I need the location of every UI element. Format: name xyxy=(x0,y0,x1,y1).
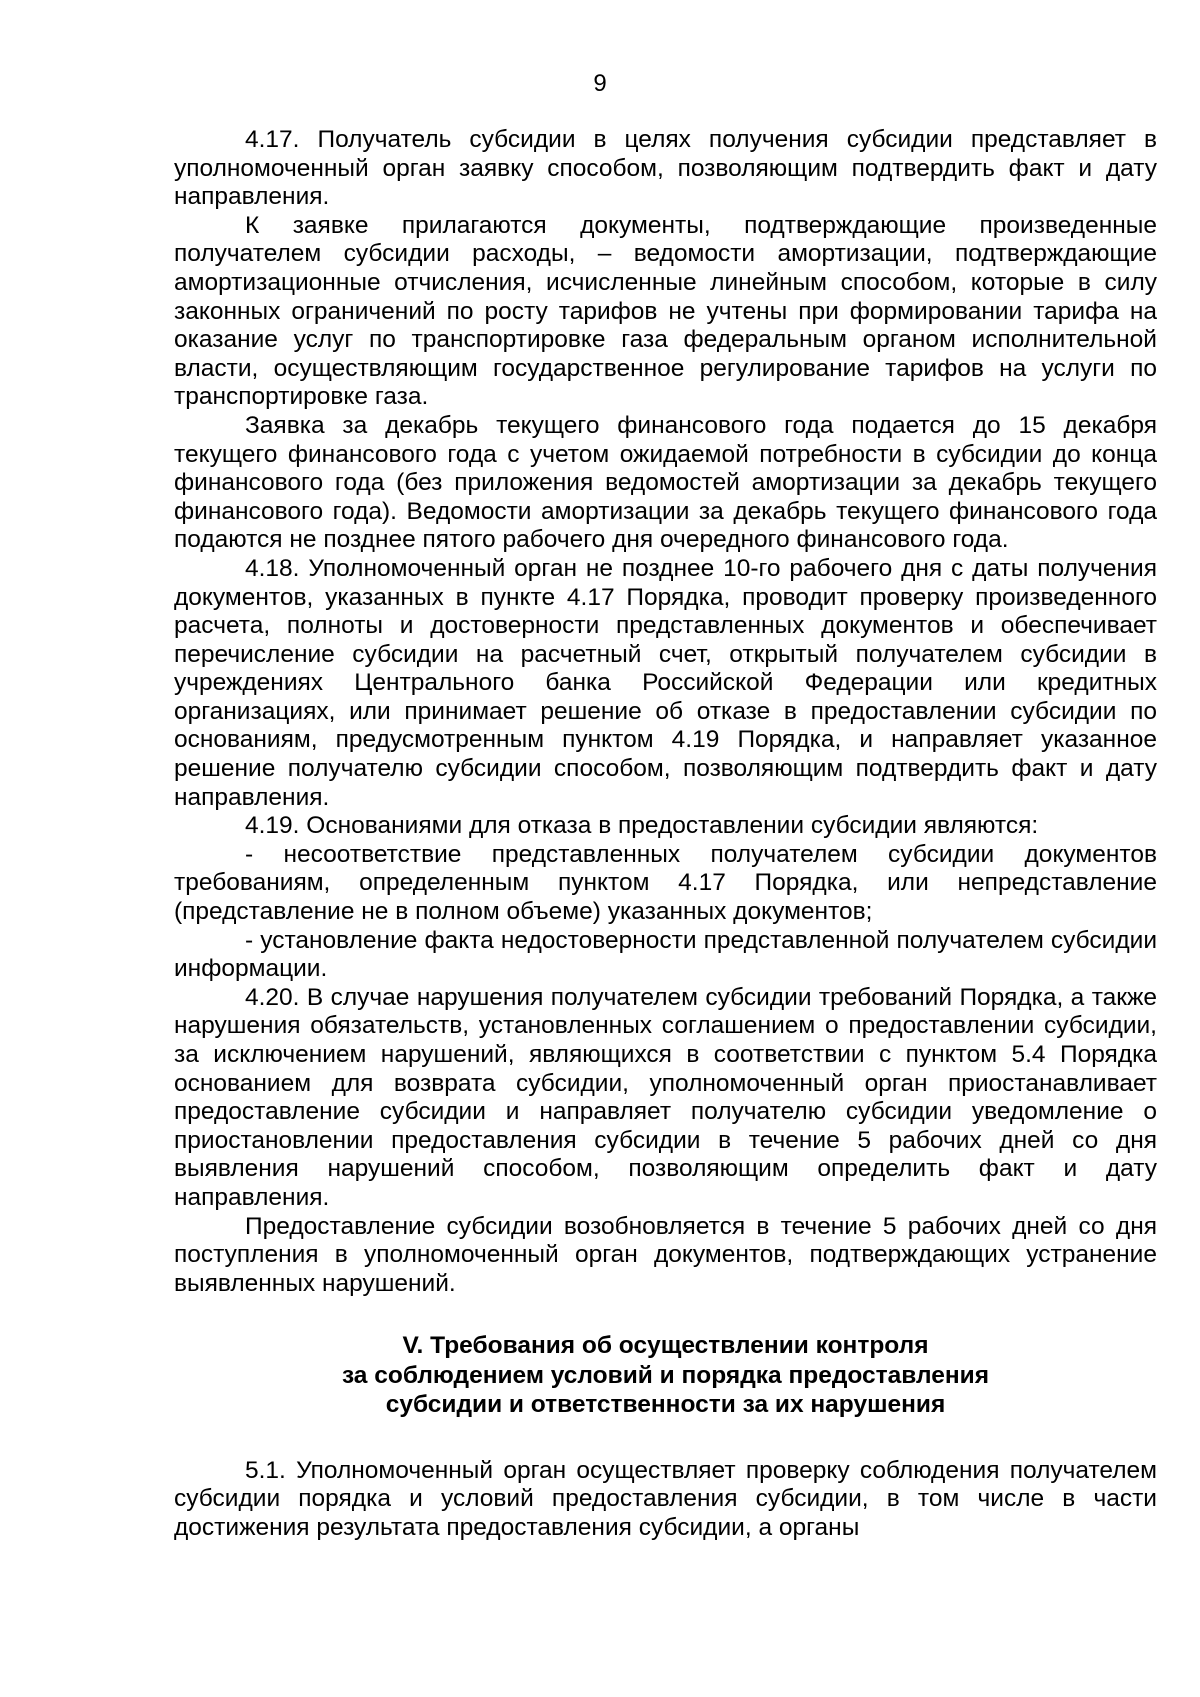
paragraph-4-20: 4.20. В случае нарушения получателем субсидии требований Порядка, а также нарушения обязательств, установленных соглашением о предоставлении субсидии, за исключением нарушений, являющихся в соответствии с пунктом 5.4 Порядка основанием для возврата субсидии, уполномоченный орган приостанавливает предоставление субсидии и направляет получателю субсидии уведомление о приостановлении предоставления субсидии в течение 5 рабочих дней со дня выявления нарушений способом, позволяющим определить факт и дату направления. xyxy=(174,983,1157,1211)
section-heading xyxy=(174,1331,1157,1420)
paragraph-5-1: 5.1. Уполномоченный орган осуществляет проверку соблюдения получателем субсидии порядка и условий предоставления субсидии, в том числе в части достижения результата предоставления субсидии, а органы xyxy=(174,1456,1157,1542)
paragraph-4-19: 4.19. Основаниями для отказа в предоставлении субсидии являются: xyxy=(245,812,1039,840)
document-body xyxy=(174,126,1157,1543)
paragraph-attached-documents: К заявке прилагаются документы, подтверждающие произведенные получателем субсидии расходы, – ведомости амортизации, подтверждающие амортизационные отчисления, исчисленные линейным способом, которые в силу законных ограничений по росту тарифов не учтены при формировании тарифа на оказание услуг по транспортировке газа федеральным органом исполнительной власти, осуществляющим государственное регулирование тарифов на услуги по транспортировке газа. xyxy=(174,211,1157,411)
list-item-refusal-reason-2: - установление факта недостоверности представленной получателем субсидии информации. xyxy=(174,926,1157,983)
paragraph-4-18: 4.18. Уполномоченный орган не позднее 10-го рабочего дня с даты получения документов, указанных в пункте 4.17 Порядка, проводит проверку произведенного расчета, полноты и достоверности представленных документов и обеспечивает перечисление субсидии на расчетный счет, открытый получателем субсидии в учреждениях Центрального банка Российской Федерации или кредитных организациях, или принимает решение об отказе в предоставлении субсидии по основаниям, предусмотренным пунктом 4.19 Порядка, и направляет указанное решение получателю субсидии способом, позволяющим подтвердить факт и дату направления. xyxy=(174,554,1157,811)
page-number: 9 xyxy=(593,70,607,97)
paragraph-4-17: 4.17. Получатель субсидии в целях получения субсидии представляет в уполномоченный орган заявку способом, позволяющим подтвердить факт и дату направления. xyxy=(174,126,1157,211)
section-heading-line: субсидии и ответственности за их нарушения xyxy=(385,1391,946,1419)
paragraph-december-application: Заявка за декабрь текущего финансового года подается до 15 декабря текущего финансового года с учетом ожидаемой потребности в субсидии до конца финансового года (без приложения ведомостей амортизации за декабрь текущего финансового года). Ведомости амортизации за декабрь текущего финансового года подаются не позднее пятого рабочего дня очередного финансового года. xyxy=(174,411,1157,554)
list-item-refusal-reason-1: - несоответствие представленных получателем субсидии документов требованиям, определенным пунктом 4.17 Порядка, или непредставление (представление не в полном объеме) указанных документов; xyxy=(174,840,1157,926)
section-heading-line: за соблюдением условий и порядка предоставления xyxy=(341,1361,990,1389)
paragraph-resumption: Предоставление субсидии возобновляется в течение 5 рабочих дней со дня поступления в уполномоченный орган документов, подтверждающих устранение выявленных нарушений. xyxy=(174,1212,1157,1297)
section-heading-line: V. Требования об осуществлении контроля xyxy=(402,1332,929,1360)
